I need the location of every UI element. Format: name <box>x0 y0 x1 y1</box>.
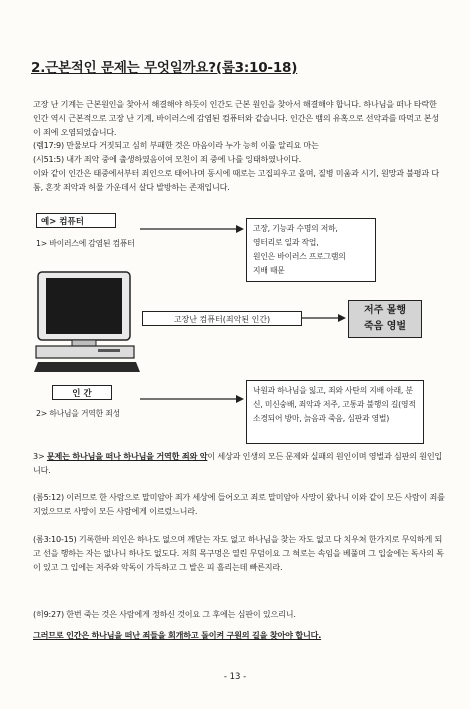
conclusion-paragraph: 그러므로 인간은 하나님을 떠난 죄들을 회개하고 돌이켜 구원의 길을 찾아야 합니다. <box>33 630 322 640</box>
human-symptoms-box: 낙원과 하나님을 잃고, 죄와 사탄의 지배 아래, 분신, 미신숭배, 죄악과 저주, 고통과 불행의 길(영적 소경되어 방마, 늙음과 죽음, 심판과 영벌) <box>246 380 424 444</box>
point3-paragraph <box>33 449 445 477</box>
broken-computer-label: 고장난 컴퓨터(죄악된 인간) <box>142 311 302 326</box>
result-box: 저주 몰행 죽음 영벌 <box>348 300 422 338</box>
point3-rest: 이 세상과 인생의 모든 문제와 실패의 원인이며 영벌과 심판의 원인입니다. <box>33 451 443 475</box>
rom31015-paragraph: (롬3:10-15) 기록한바 의인은 하나도 없으며 깨닫는 자도 없고 하나님을 찾는 자도 없고 다 치우쳐 한가지로 무익하게 되고 선을 행하는 자는 없나니 하나도 없도다. 저희 목구멍은 열린 무덤이요 그 혀로는 속임을 베풀며 그 입술에는 독사의 독이 있고 그 입에는 저주와 악독이 가득하고 그 발은 피 흘리는데 빠른지라. <box>33 534 444 572</box>
example-label: 예> 컴퓨터 <box>41 217 84 227</box>
heb927-paragraph: (히9:27) 한번 죽는 것은 사람에게 정하신 것이요 그 후에는 심판이 있으리니. <box>33 609 296 619</box>
page-number: - 13 - <box>223 672 247 682</box>
computer-icon <box>34 270 142 375</box>
verses-paragraph: (렘17:9) 만물보다 거짓되고 심히 부패한 것은 마음이라 누가 능히 이를 알리요 마는 (시51:5) 내가 죄악 중에 출생하였음이여 모친이 죄 중에 나를 잉태하였나이다. 이와 같이 인간은 태중에서부터 죄인으로 태어나며 동시에 때로는 고집피우고 올며, 질병 미움과 시기, 원망과 불평과 다툼, 혼잣 죄악과 허물 가운데서 살다 발방하는 존재입니다. <box>33 140 440 192</box>
human-item: 2> 하나님을 거역한 죄성 <box>36 409 120 418</box>
human-label-box <box>52 385 112 400</box>
computer-symptoms-box: 고장, 기능과 수명의 저하, 영터리로 일과 작업, 원인은 바이러스 프로그램의 지배 때문 <box>246 218 376 282</box>
page-title: 2.근본적인 문제는 무엇일까요?(롬3:10-18) <box>31 60 298 76</box>
intro-paragraph: 고장 난 기계는 근본원인을 찾아서 해결해야 하듯이 인간도 근본 원인을 찾아서 해결해야 합니다. 하나님을 떠나 타락한 인간 역시 근본적으로 고장 난 기계, 바이러스에 감염된 컴퓨터와 같습니다. 인간은 뱀의 유혹으로 선악과를 따먹고 본성이 죄에 오염되었습니다. <box>33 99 440 137</box>
point3-lead: 3> <box>33 451 47 461</box>
point3-underlined: 문제는 하나님을 떠나 하나님을 거역한 죄와 악 <box>46 451 208 461</box>
human-label: 인 간 <box>72 389 92 399</box>
example-item: 1> 바이러스에 감염된 컴퓨터 <box>36 239 135 248</box>
rom512-paragraph: (롬5:12) 이러므로 한 사람으로 말미암아 죄가 세상에 들어오고 죄로 말미암아 사망이 왔나니 이와 같이 모든 사람이 죄를 지었으므로 사망이 모든 사람에게 이르렀느니라. <box>33 492 445 516</box>
